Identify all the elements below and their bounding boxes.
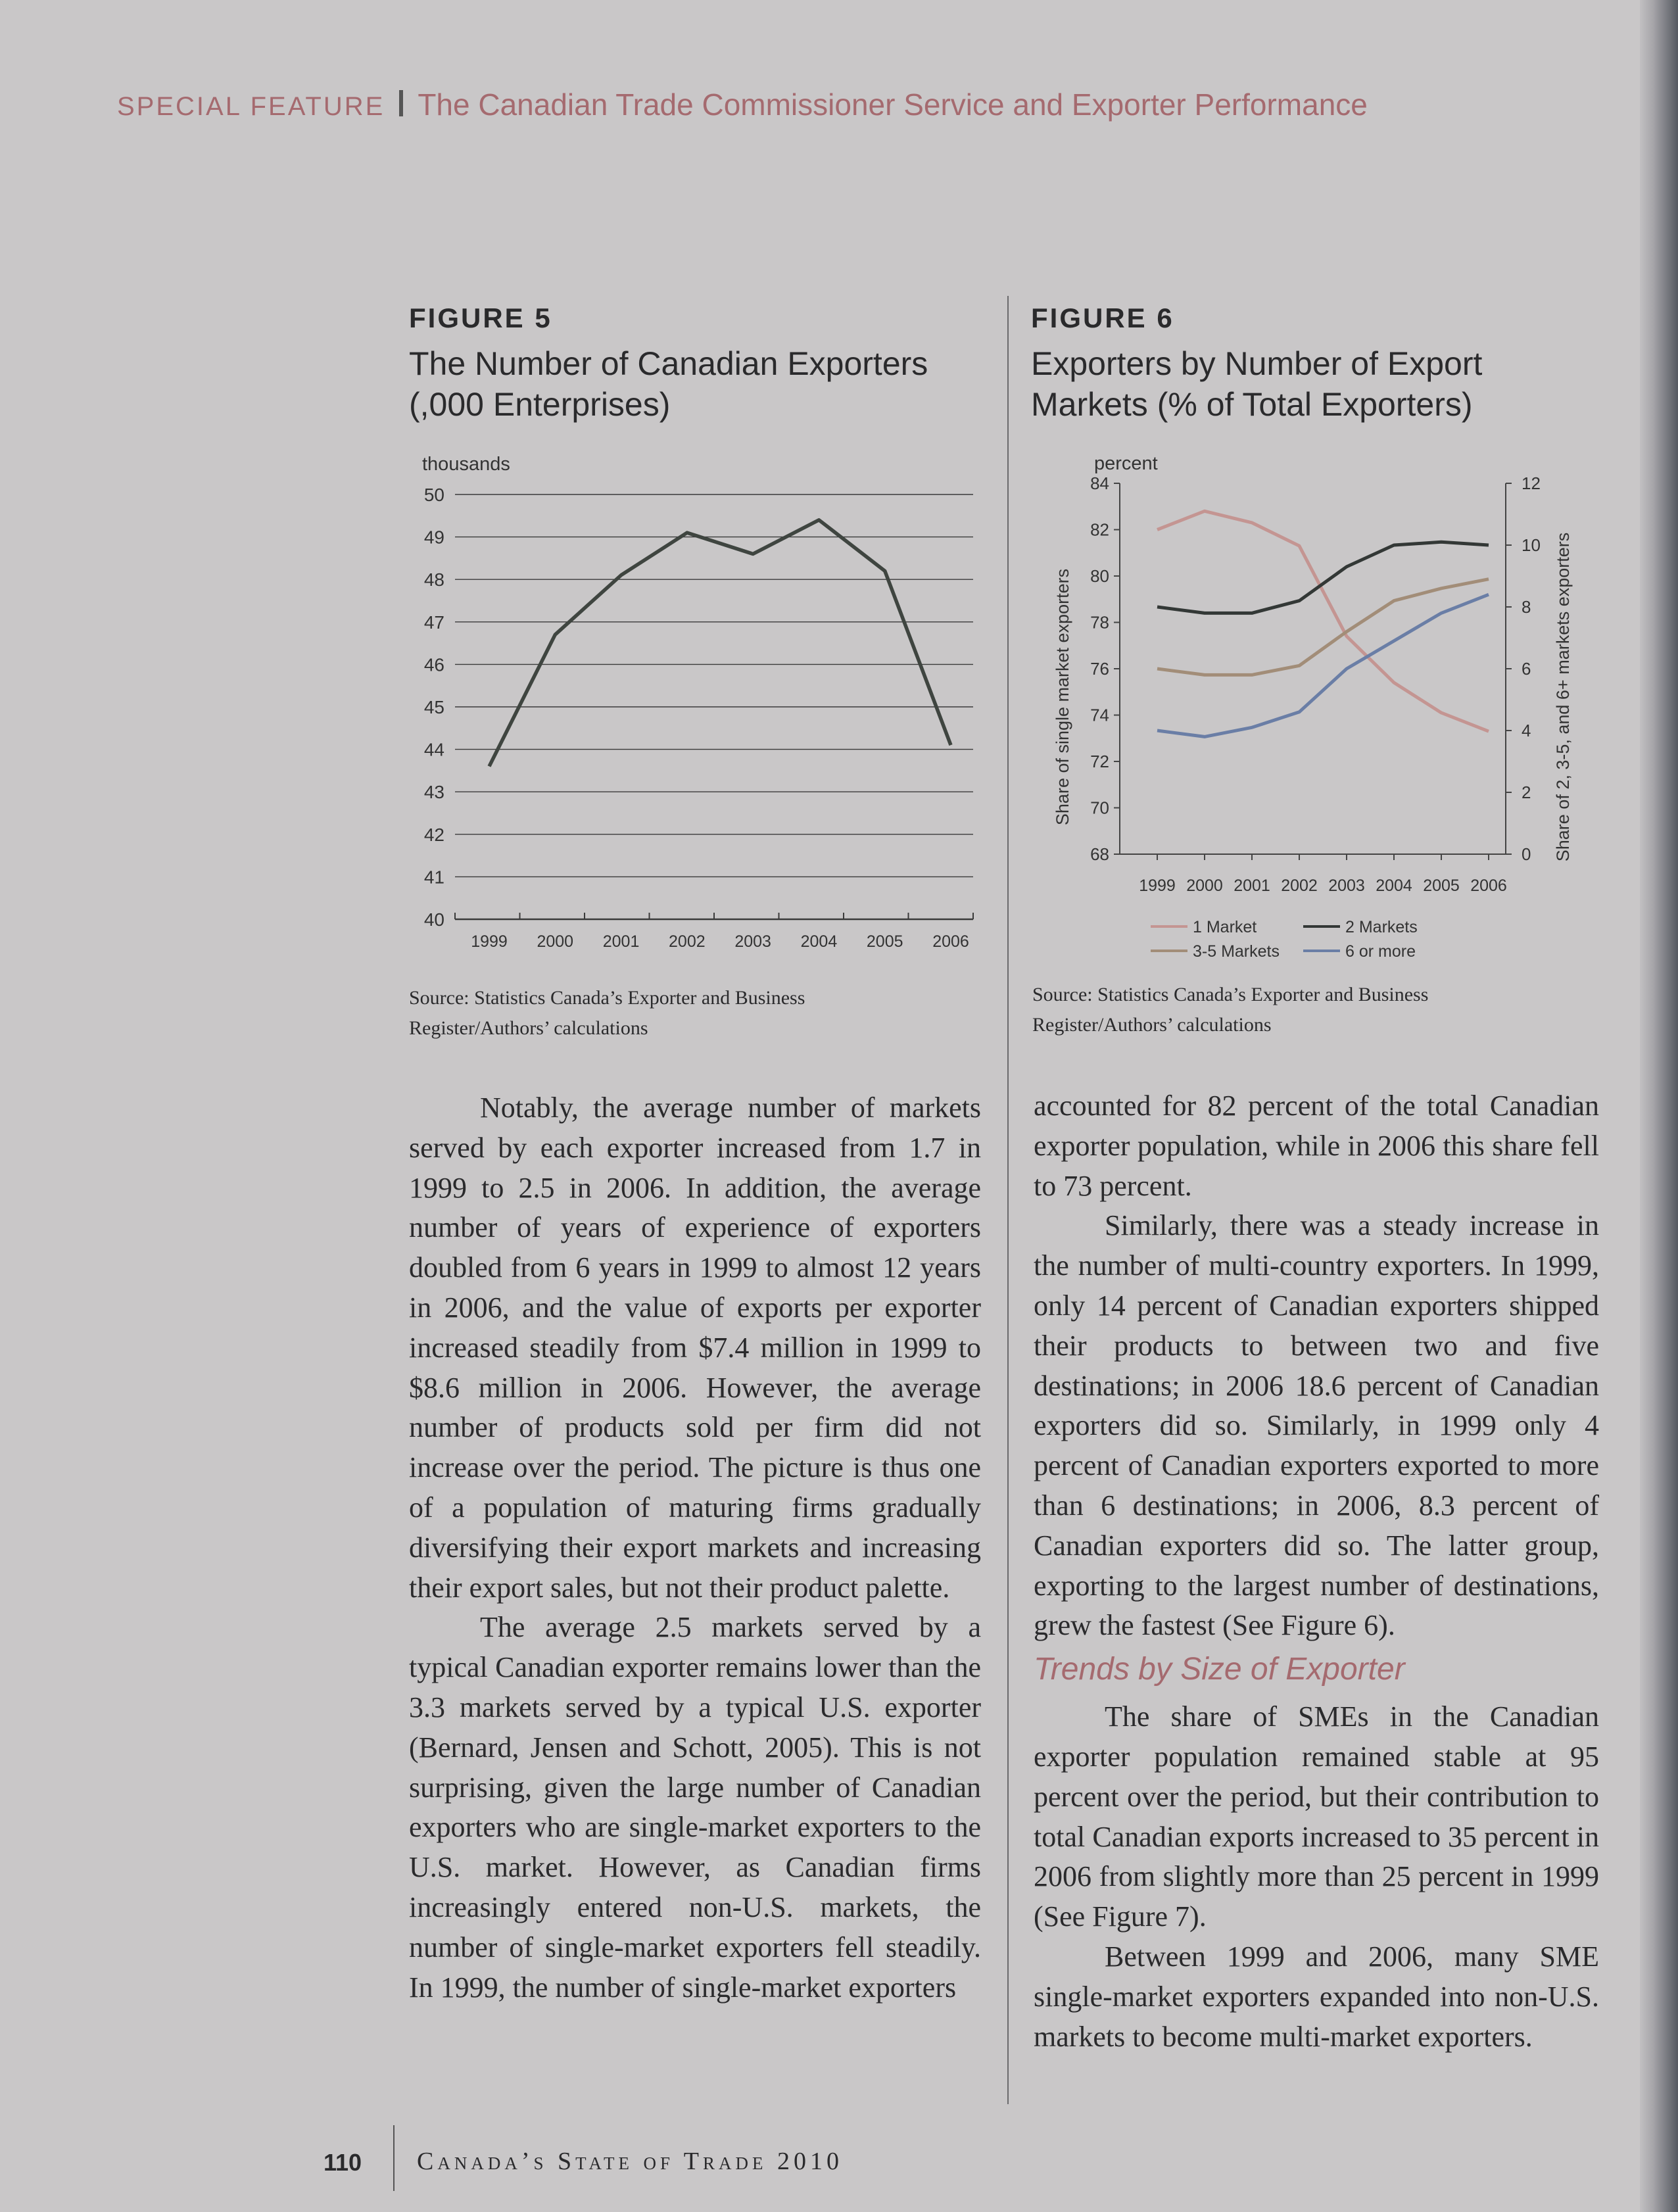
figure5-xtick-label: 1999 — [471, 932, 508, 951]
figure6-left-tick-label: 78 — [1090, 612, 1109, 633]
figure5-source — [409, 983, 805, 1044]
figure6-left-tick-label: 76 — [1090, 659, 1109, 679]
figure6-series-line — [1157, 594, 1489, 736]
figure6-legend-label: 3-5 Markets — [1193, 942, 1280, 961]
figure6-left-tick-label: 74 — [1090, 705, 1109, 725]
figure6-source-line2: Register/Authors’ calculations — [1032, 1014, 1272, 1036]
figure6-left-axis-label: Share of single market exporters — [1053, 568, 1072, 826]
figure6-xtick-label: 1999 — [1139, 877, 1176, 895]
figure6-title-line1: Exporters by Number of Export — [1031, 345, 1483, 382]
figure6-right-axis-label: Share of 2, 3-5, and 6+ markets exporters — [1553, 532, 1573, 862]
column-divider — [1007, 296, 1009, 2104]
figure6-xtick-label: 2003 — [1328, 877, 1365, 895]
figure6-right-tick-label: 12 — [1522, 473, 1541, 493]
body-right-paragraph-4: Between 1999 and 2006, many SME single-market exporters expanded into non-U.S. markets to become multi-market exporters. — [1034, 1940, 1599, 2053]
figure6-source-line1: Source: Statistics Canada’s Exporter and Business — [1032, 984, 1429, 1005]
figure6-right-tick-label: 8 — [1522, 597, 1531, 617]
figure5-title-line2: (,000 Enterprises) — [409, 386, 671, 423]
figure5-unit-label: thousands — [422, 454, 510, 475]
figure6-left-tick-label: 82 — [1090, 519, 1109, 540]
section-heading: Trends by Size of Exporter — [1034, 1652, 1405, 1687]
header-tag: SPECIAL FEATURE — [117, 92, 385, 121]
figure6-left-tick-label: 70 — [1090, 798, 1109, 818]
figure6-xtick-label: 2002 — [1281, 877, 1318, 895]
figure5-xtick-label: 2005 — [866, 932, 903, 951]
footer-publication-title: Canada’s State of Trade 2010 — [417, 2148, 844, 2175]
body-column-right — [1034, 1086, 1599, 2057]
body-right-paragraph-3: The share of SMEs in the Canadian exporter population remained stable at 95 percent over the period, but their contribution to total Canadian exports increased to 35 percent in 2006 from slightly more than 25 percent in 1999 (See Figure 7). — [1034, 1700, 1599, 1933]
body-left-paragraph-2: The average 2.5 markets served by a typical Canadian exporter remains lower than the 3.3 markets served by a typical U.S. exporter (Bernard, Jensen and Schott, 2005). This is not surprising, given the large number of Canadian exporters who are single-market exporters to the U.S. market. However, as Canadian firms increasingly entered non-U.S. markets, the number of single-market exporters fell steadily. In 1999, the number of single-market exporters — [409, 1611, 981, 2004]
figure6-right-tick-label: 6 — [1522, 659, 1531, 679]
figure6-legend-label: 1 Market — [1193, 918, 1257, 936]
running-header — [117, 87, 1368, 122]
figure5-ytick-label: 44 — [423, 739, 444, 760]
figure5-ytick-label: 49 — [423, 527, 444, 548]
figure6-title — [1031, 343, 1482, 425]
figure6-xtick-label: 2001 — [1234, 877, 1270, 895]
figure6-right-tick-label: 4 — [1522, 721, 1531, 740]
figure5-xtick-label: 2004 — [800, 932, 838, 951]
figure5-chart — [408, 454, 986, 960]
figure6-legend-label: 6 or more — [1345, 942, 1416, 961]
body-left-paragraph-1: Notably, the average number of markets served by each exporter increased from 1.7 in 1999 to 2.5 in 2006. In addition, the average number of years of experience of exporters doubled from 6 years in 1999 to almost 12 years in 2006, and the value of exports per exporter increased steadily from $7.4 million in 1999 to $8.6 million in 2006. However, the average number of products sold per firm did not increase over the period. The picture is thus one of a population of maturing firms gradually diversifying their export markets and increasing their export sales, but not their product palette. — [409, 1092, 981, 1604]
figure6-series-line — [1157, 542, 1489, 613]
figure6-legend-label: 2 Markets — [1345, 918, 1418, 936]
figure5-ytick-label: 40 — [423, 909, 444, 930]
page-spine-shadow — [1640, 0, 1678, 2212]
figure6-right-tick-label: 0 — [1522, 844, 1531, 864]
figure6-chart — [1039, 447, 1591, 973]
figure5-xtick-label: 2001 — [602, 932, 640, 951]
body-column-left — [409, 1088, 981, 2008]
figure5-xtick-label: 2000 — [537, 932, 574, 951]
figure5-source-line2: Register/Authors’ calculations — [409, 1017, 648, 1039]
figure5-label: FIGURE 5 — [409, 302, 552, 333]
figure5-source-line1: Source: Statistics Canada’s Exporter and Business — [409, 987, 805, 1009]
figure6-unit-label: percent — [1094, 453, 1158, 474]
figure5-ytick-label: 50 — [423, 485, 444, 505]
figure6-right-tick-label: 10 — [1522, 535, 1541, 555]
body-right-paragraph-1: accounted for 82 percent of the total Canadian exporter population, while in 2006 this share fell to 73 percent. — [1034, 1090, 1599, 1202]
figure5-ytick-label: 47 — [423, 612, 444, 633]
figure5-xtick-label: 2003 — [734, 932, 771, 951]
figure5-title — [409, 343, 928, 425]
figure6-right-tick-label: 2 — [1522, 782, 1531, 802]
figure6-xtick-label: 2004 — [1376, 877, 1412, 895]
figure5-ytick-label: 46 — [423, 654, 444, 675]
figure6-left-tick-label: 80 — [1090, 566, 1109, 586]
figure6-title-line2: Markets (% of Total Exporters) — [1031, 386, 1473, 423]
figure6-left-tick-label: 72 — [1090, 752, 1109, 771]
figure6-series-line — [1157, 511, 1489, 731]
figure6-xtick-label: 2006 — [1470, 877, 1507, 895]
figure6-source — [1032, 980, 1428, 1040]
figure5-ytick-label: 41 — [423, 867, 444, 888]
body-right-paragraph-2: Similarly, there was a steady increase in the number of multi-country exporters. In 1999, only 14 percent of Canadian exporters shipped their products to between two and five destinations; in 2006 18.6 percent of Canadian exporters did so. Similarly, in 1999 only 4 percent of Canadian exporters exported to more than 6 destinations; in 2006, 8.3 percent of Canadian exporters did so. The latter group, exporting to the largest number of destinations, grew the fastest (See Figure 6). — [1034, 1209, 1599, 1642]
header-separator — [399, 90, 403, 116]
figure5-xtick-label: 2006 — [932, 932, 969, 951]
figure6-xtick-label: 2005 — [1423, 877, 1460, 895]
figure6-xtick-label: 2000 — [1186, 877, 1223, 895]
figure5-ytick-label: 42 — [423, 824, 444, 845]
page-number: 110 — [324, 2149, 362, 2176]
figure6-label: FIGURE 6 — [1031, 302, 1174, 333]
figure5-series-line — [489, 520, 951, 767]
figure5-ytick-label: 45 — [423, 697, 444, 717]
figure5-title-line1: The Number of Canadian Exporters — [409, 345, 928, 382]
figure5-xtick-label: 2002 — [669, 932, 706, 951]
figure5-ytick-label: 43 — [423, 782, 444, 803]
figure6-left-tick-label: 84 — [1090, 473, 1109, 493]
header-title: The Canadian Trade Commissioner Service and Exporter Performance — [418, 87, 1368, 122]
figure5-ytick-label: 48 — [423, 569, 444, 590]
figure6-left-tick-label: 68 — [1090, 844, 1109, 864]
footer-separator — [393, 2125, 395, 2191]
